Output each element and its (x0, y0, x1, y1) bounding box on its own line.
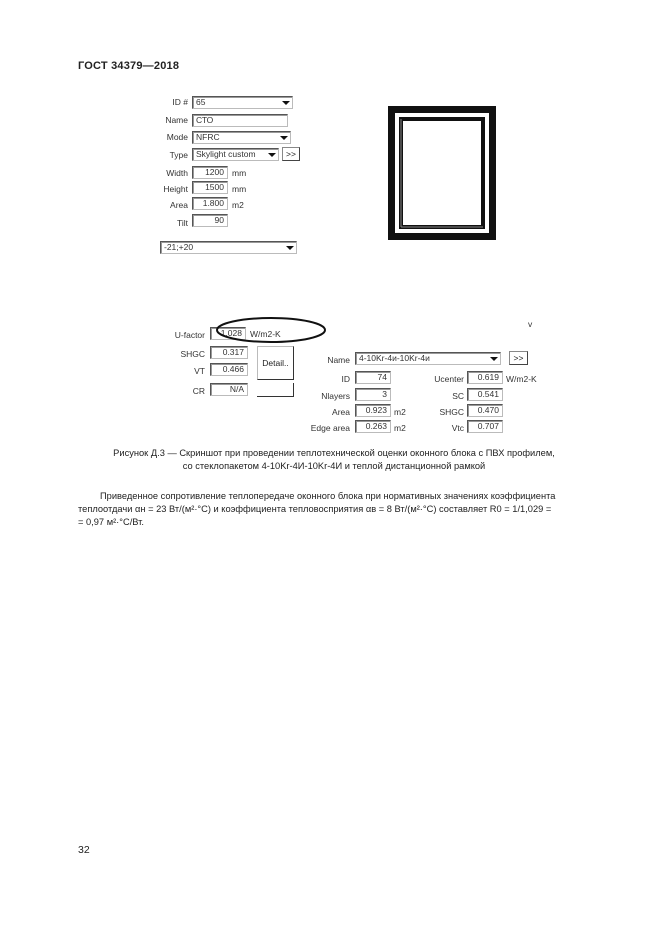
cr-label: CR (192, 386, 205, 396)
mode-select[interactable] (192, 131, 291, 144)
nlayers-label: Nlayers (321, 391, 350, 401)
glazing-shgc-label: SHGC (439, 407, 464, 417)
chevron-down-icon[interactable] (284, 243, 295, 252)
height-input[interactable]: 1500 (192, 181, 228, 194)
width-input[interactable]: 1200 (192, 166, 228, 179)
vtc-value: 0.707 (467, 420, 503, 433)
ufactor-value: 1.028 (210, 327, 246, 340)
type-select[interactable] (192, 148, 279, 161)
glazing-id-value: 74 (355, 371, 391, 384)
ucenter-label: Ucenter (434, 374, 464, 384)
ufactor-highlight-ellipse (214, 315, 328, 345)
glazing-area-label: Area (332, 407, 350, 417)
chevron-down-icon[interactable] (278, 133, 289, 142)
document-header: ГОСТ 34379—2018 (78, 60, 180, 72)
tilt-label: Tilt (176, 218, 188, 228)
vtc-label: Vtc (451, 423, 464, 433)
width-label: Width (166, 168, 188, 178)
ufactor-unit: W/m2-K (250, 329, 281, 339)
shgc-label: SHGC (180, 349, 205, 359)
vt-value: 0.466 (210, 363, 248, 376)
id-select[interactable] (192, 96, 293, 109)
environment-select[interactable] (160, 241, 297, 254)
area-label: Area (170, 200, 188, 210)
paragraph-line-1: Приведенное сопротивление теплопередаче оконного блока при нормативных значениях коэффициента (100, 491, 556, 501)
detail-button[interactable]: Detail.. (257, 346, 294, 380)
id-value: 65 (196, 97, 206, 107)
area-value: 1.800 (192, 197, 228, 210)
ucenter-value: 0.619 (467, 371, 503, 384)
id-label: ID # (172, 97, 188, 107)
shgc-value: 0.317 (210, 346, 248, 359)
tilt-input[interactable]: 90 (192, 214, 228, 227)
caption-line-1: Рисунок Д.3 — Скриншот при проведении теплотехнической оценки оконного блока с ПВХ профилем, (113, 448, 555, 458)
glazing-name-label: Name (327, 355, 350, 365)
chevron-down-icon[interactable] (280, 98, 291, 107)
glazing-name-select[interactable] (355, 352, 501, 365)
sc-label: SC (452, 391, 464, 401)
glazing-library-button[interactable]: >> (509, 351, 528, 365)
width-unit: mm (232, 168, 247, 178)
paragraph-line-3: = 0,97 м²·°С/Вт. (78, 517, 144, 527)
chevron-down-icon[interactable] (488, 354, 499, 363)
glazing-shgc-value: 0.470 (467, 404, 503, 417)
chevron-down-icon[interactable] (266, 150, 277, 159)
ucenter-unit: W/m2-K (506, 374, 537, 384)
page-number: 32 (78, 844, 90, 856)
nlayers-value: 3 (355, 388, 391, 401)
sc-value: 0.541 (467, 388, 503, 401)
cr-value: N/A (210, 383, 248, 396)
glazing-id-label: ID (341, 374, 350, 384)
mode-label: Mode (166, 132, 188, 142)
mode-value: NFRC (196, 132, 220, 142)
name-input[interactable]: СТО (192, 114, 288, 127)
paragraph-line-2: теплоотдачи αн = 23 Вт/(м²·°С) и коэффициента тепловосприятия αв = 8 Вт/(м²·°С) составляет R0 = 1/1,029 = (78, 504, 552, 514)
height-label: Height (163, 184, 188, 194)
edge-area-unit: m2 (394, 423, 406, 433)
glazing-area-unit: m2 (394, 407, 406, 417)
glazing-area-value: 0.923 (355, 404, 391, 417)
type-label: Type (169, 150, 188, 160)
area-unit: m2 (232, 200, 244, 210)
type-library-button[interactable]: >> (282, 147, 300, 161)
edge-area-value: 0.263 (355, 420, 391, 433)
edge-area-label: Edge area (310, 423, 350, 433)
window-preview (388, 106, 496, 240)
vt-label: VT (194, 366, 205, 376)
body-paragraph (78, 490, 584, 529)
height-unit: mm (232, 184, 247, 194)
name-label: Name (165, 115, 188, 125)
type-value: Skylight custom (196, 149, 256, 159)
figure-caption (60, 447, 608, 473)
environment-value: -21;+20 (164, 242, 194, 252)
ufactor-label: U-factor (174, 330, 205, 340)
empty-button-frame (257, 383, 294, 397)
caption-line-2: со стеклопакетом 4-10Kr-4И-10Kr-4И и теплой дистанционной рамкой (182, 461, 486, 471)
stray-mark: v (528, 319, 533, 329)
glazing-name-value: 4-10Kr-4и-10Kr-4и (359, 353, 430, 363)
